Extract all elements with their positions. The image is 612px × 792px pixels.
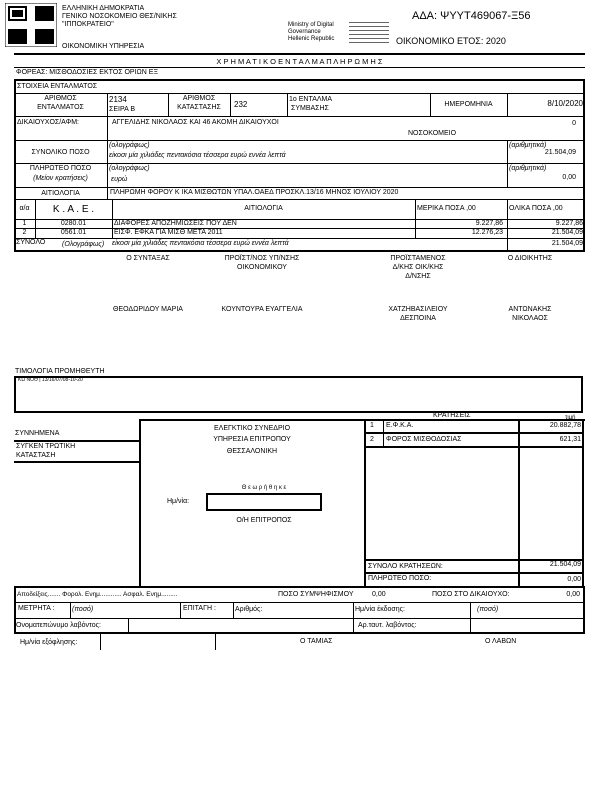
audit-approved: Θ ε ω ρ ή θ η κ ε [241,485,287,491]
foreas: ΦΟΡΕΑΣ: ΜΙΣΘΟΔΟΣΙΕΣ ΕΚΤΟΣ ΟΡΙΩΝ ΕΞ [16,69,158,76]
beneficiary-org: ΝΟΣΟΚΟΜΕΙΟ [408,130,457,137]
row-no: 2 [22,229,27,236]
row-reason: ΕΙΣΦ. ΕΦΚΑ ΓΙΑ ΜΙΣΘ ΜΕΤΑ 2011 [114,229,223,236]
signature-name-2: ΝΙΚΟΛΑΟΣ [512,315,548,322]
payable-words-label: (ολογράφως) [109,165,150,172]
deductions-total-label: ΣΥΝΟΛΟ ΚΡΑΤΗΣΕΩΝ: [368,563,443,570]
deduction-name: Ε.Φ.Κ.Α. [386,422,414,429]
total-amount: 21.504,09 [544,149,576,156]
contract-label-2: ΣΥΜΒΑΣΗΣ [291,105,329,112]
offset-value: 0,00 [372,591,386,598]
cashier-label: Ο ΤΑΜΙΑΣ [300,638,333,645]
ministry-line-1: Ministry of Digital [288,22,334,28]
ada-code: ΑΔΑ: ΨΥΥΤ469067-Ξ56 [412,10,531,22]
divider [14,187,585,188]
divider [364,572,584,574]
payable-words: ευρώ [111,176,128,183]
deduction-value: 621,31 [559,436,581,443]
deduction-value: 20.882,78 [549,422,581,429]
order-no: 2134 [109,95,127,104]
invoices-label: ΤΙΜΟΛΟΓΙΑ ΠΡΟΜΗΘΕΥΤΗ [15,368,105,375]
attachments-value-2: ΚΑΤΑΣΤΑΣΗ [16,452,56,459]
signature-role-3: Δ/ΝΣΗΣ [405,273,431,280]
col-header-partial: ΜΕΡΙΚΑ ΠΟΣΑ ,00 [417,205,476,212]
audit-date-field[interactable] [206,493,322,511]
offset-label: ΠΟΣΟ ΣΥΜΨΗΦΙΣΜΟΥ [278,591,354,598]
invoices-content: ΚΩ ΝΟΘ | 13/16/07/08-10-20 [18,377,83,383]
signature-role-2: Δ/ΚΗΣ ΟΙΚ/ΚΗΣ [392,264,444,271]
statement-no: 232 [234,100,248,109]
row-total: 9.227,86 [555,220,583,227]
document-title: Χ Ρ Η Μ Α Τ Ι Κ Ο Ε Ν Τ Α Λ Μ Α Π Λ Η Ρ Ω Μ Η Σ [216,57,383,66]
signature-name: ΘΕΟΔΩΡΙΔΟΥ ΜΑΡΙΑ [113,306,183,313]
total-numbers-label: (αριθμητικά) [509,142,547,149]
total-label: ΣΥΝΟΛΙΚΟ ΠΟΣΟ [31,149,90,156]
org-line-3: "ΙΠΠΟΚΡΑΤΕΙΟ" [62,21,114,28]
divider [14,163,585,164]
row-no: 1 [22,220,27,227]
divider [107,187,108,199]
table-row [14,228,585,238]
statement-no-label-2: ΚΑΤΑΣΤΑΣΗΣ [177,104,221,111]
col-header-kae: Κ . Α . Ε . [52,204,95,215]
total-words-label: (ολογράφως) [109,142,150,149]
ministry-line-2: Governance [288,29,321,35]
row-kae: 0561.01 [60,229,87,236]
reason-label: ΑΙΤΙΟΛΟΓΙΑ [41,190,80,197]
attachments-label: ΣΥΝΝΗΜΕΝΑ [15,430,60,437]
greek-cross-logo [5,3,57,47]
ministry-line-3: Hellenic Republic [288,36,335,42]
deduction-row [364,434,584,446]
deductions-value-label: τιμή [565,415,576,421]
row-kae: 0280.01 [60,220,87,227]
receiver-id-label: Αρ.ταυτ. λαβόντος: [358,622,417,629]
divider [14,140,585,141]
divider [215,634,216,650]
divider [14,440,140,442]
cash-label: ΜΕΤΡΗΤΑ : [18,605,55,612]
settlement-date-label: Ημ/νία εξόφλησης: [20,639,78,646]
beneficiary-afm: 0 [572,120,576,127]
department-name: ΟΙΚΟΝΟΜΙΚΗ ΥΠΗΡΕΣΙΑ [62,43,145,50]
order-no-label-2: ΕΝΤΑΛΜΑΤΟΣ [37,104,84,111]
divider [14,199,585,200]
row-partial: 9.227,86 [475,220,503,227]
total-words: είκοσι μία χιλιάδες πεντακόσια τέσσερα ευρώ εννέα λεπτά [109,152,286,159]
divider [364,446,584,448]
contract-label: 1ο ΕΝΤΑΛΜΑ [289,96,333,103]
org-line-1: ΕΛΛΗΝΙΚΗ ΔΗΜΟΚΡΑΤΙΑ [62,5,145,12]
cheque-amount-field[interactable]: (ποσό) [477,606,499,613]
payable-sub-label: (Μείον κρατήσεις) [33,175,88,182]
divider [233,602,234,618]
reason-text: ΠΛΗΡΩΜΗ ΦΟΡΟΥ Κ ΙΚΑ ΜΙΣΘΩΤΩΝ ΥΠΑΛ.ΟΑΕΔ ΠΡΟΣΚΛ.13/16 ΜΗΝΟΣ ΙΟΥΛΙΟΥ 2020 [110,189,399,196]
order-section-label: ΣΤΟΙΧΕΙΑ ΕΝΤΑΛΜΑΤΟΣ [17,83,98,90]
col-header-reason: ΑΙΤΙΟΛΟΓΙΑ [244,205,283,212]
payable-footer-amount: 0,00 [567,576,581,583]
payable-amount: 0,00 [562,174,576,181]
order-no-label: ΑΡΙΘΜΟΣ [44,95,77,102]
col-header-no: α/α [19,205,30,212]
receiver-label: Ο ΛΑΒΩΝ [485,638,517,645]
deduction-name: ΦΟΡΟΣ ΜΙΣΘΟΔΟΣΙΑΣ [386,436,462,443]
title-divider [14,67,585,68]
payable-footer-label: ΠΛΗΡΩΤΕΟ ΠΟΣΟ: [368,575,432,582]
receiver-name-field[interactable] [129,619,352,633]
divider [14,602,585,603]
divider [107,93,108,164]
divider [70,602,71,618]
divider [107,163,108,187]
signature-role-2: ΟΙΚΟΝΟΜΙΚΟΥ [237,264,287,271]
cheque-number-field[interactable]: Αριθμός: [235,606,263,613]
divider [180,602,181,618]
beneficiary-amount: 0,00 [566,591,580,598]
audit-signer: Ο/Η ΕΠΙΤΡΟΠΟΣ [236,517,292,524]
divider [14,238,585,239]
deduction-no: 2 [370,436,374,443]
signature-name: ΧΑΤΖΗΒΑΣΙΛΕΙΟΥ [388,306,448,313]
row-reason: ΔΙΑΦΟΡΕΣ ΑΠΟΖΗΜΙΩΣΕΙΣ ΠΟΥ ΔΕΝ [114,220,237,227]
divider [14,461,140,463]
statement-no-label: ΑΡΙΘΜΟΣ [182,95,216,102]
cash-amount-field[interactable]: (ποσό) [72,606,94,613]
row-total: 21.504,09 [551,229,583,236]
deductions-label: ΚΡΑΤΗΣΕΙΣ [433,412,471,419]
signature-name: ΚΟΥΝΤΟΥΡΑ ΕΥΑΓΓΕΛΙΑ [221,306,303,313]
col-header-total: ΟΛΙΚΑ ΠΟΣΑ ,00 [509,205,563,212]
sum-amount: 21.504,09 [551,240,583,247]
attachments-value: ΣΥΓΚΕΝ ΤΡΩΤΙΚΗ [16,443,76,450]
signature-role: Ο ΔΙΟΙΚΗΤΗΣ [507,255,553,262]
org-line-2: ΓΕΝΙΚΟ ΝΟΣΟΚΟΜΕΙΟ ΘΕΣ/ΝΙΚΗΣ [62,13,177,20]
divider [14,116,585,117]
signature-role: ΠΡΟΪΣΤΑΜΕΝΟΣ [390,255,446,262]
signature-name: ΑΝΤΩΝΑΚΗΣ [508,306,552,313]
audit-line-2: ΥΠΗΡΕΣΙΑ ΕΠΙΤΡΟΠΟΥ [213,436,291,443]
audit-line-1: ΕΛΕΓΚΤΙΚΟ ΣΥΝΕΔΡΙΟ [213,425,291,432]
divider [14,93,585,94]
order-series: ΣΕΙΡΑ Β [109,106,135,113]
signature-role: ΠΡΟΪΣΤ/ΝΟΣ ΥΠ/ΝΣΗΣ [224,255,300,262]
fiscal-year: ΟΙΚΟΝΟΜΙΚΟ ΕΤΟΣ: 2020 [396,36,506,46]
deduction-no: 1 [370,422,374,429]
invoices-box [14,376,583,413]
receiver-name-label: Ονοματεπώνυμο λαβόντος: [16,622,101,629]
divider [287,93,288,116]
order-date: 8/10/2020 [547,99,583,108]
sum-words-label: (Ολογράφως) [62,241,105,248]
audit-line-3: ΘΕΣΣΑΛΟΝΙΚΗ [226,448,278,455]
beneficiary-amount-label: ΠΟΣΟ ΣΤΟ ΔΙΚΑΙΟΥΧΟ: [432,591,510,598]
cheque-label: ΕΠΙΤΑΓΗ : [183,605,216,612]
deductions-total: 21.504,09 [549,561,581,568]
divider [230,93,231,116]
receipts-text: Αποδείξεις....... Φορολ. Ενημ............ Ασφαλ. Ενημ......... [17,591,178,598]
signature-name-2: ΔΕΣΠΟΙΝΑ [400,315,436,322]
divider [139,419,141,587]
beneficiary-name: ΑΓΓΕΛΙΔΗΣ ΝΙΚΟΛΑΟΣ ΚΑΙ 46 ΑΚΟΜΗ ΔΙΚΑΙΟΥΧΟΙ [112,119,279,126]
deduction-row [364,420,584,432]
audit-date-label: Ημ/νία: [167,498,190,505]
date-label: ΗΜΕΡΟΜΗΝΙΑ [444,101,493,108]
row-partial: 12.276,23 [471,229,503,236]
settlement-date-field[interactable] [101,635,214,649]
header-divider [14,53,585,55]
beneficiary-label: ΔΙΚΑΙΟΥΧΟΣ/ΑΦΜ: [17,119,80,126]
payable-label: ΠΛΗΡΩΤΕΟ ΠΟΣΟ [29,165,92,172]
payable-numbers-label: (αριθμητικά) [509,165,547,172]
issue-date-field[interactable]: Ημ/νία έκδοσης: [355,606,405,613]
signature-role: Ο ΣΥΝΤΑΞΑΣ [126,255,170,262]
digital-signature-stamp [349,22,389,46]
receiver-id-field[interactable] [471,619,582,633]
sum-label: ΣΥΝΟΛΟ [16,239,46,246]
sum-words: είκοσι μία χιλιάδες πεντακόσια τέσσερα ευρώ εννέα λεπτά [112,240,289,247]
